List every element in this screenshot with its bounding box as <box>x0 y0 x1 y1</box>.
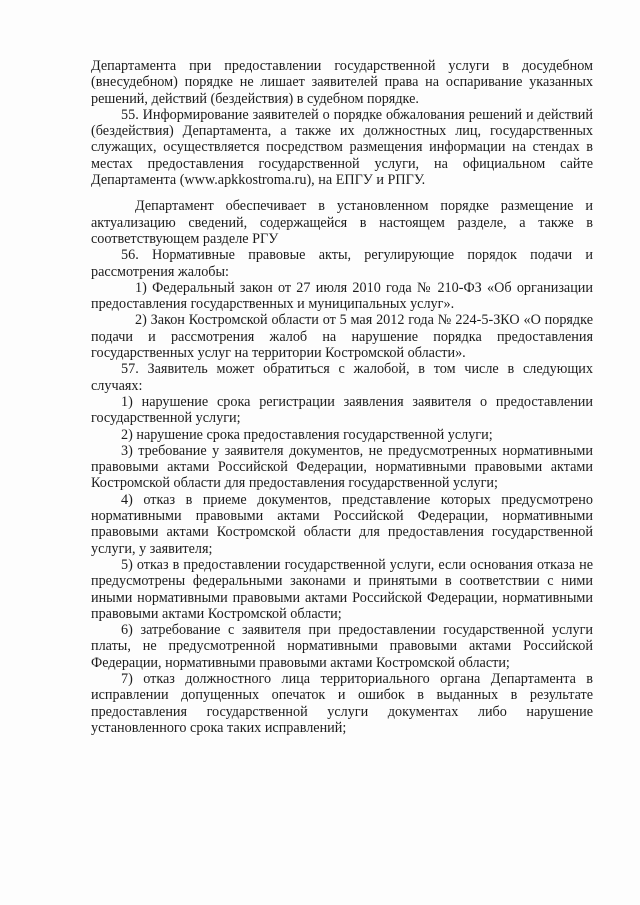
paragraph-56: 56. Нормативные правовые акты, регулирующие порядок подачи и рассмотрения жалобы: <box>91 247 593 280</box>
document-body <box>91 58 593 736</box>
paragraph-continuation: Департамента при предоставлении государственной услуги в досудебном (внесудебном) порядке не лишает заявителей права на оспаривание указанных решений, действий (бездействия) в судебном порядке. <box>91 58 593 107</box>
list-item-57-5: 5) отказ в предоставлении государственной услуги, если основания отказа не предусмотрены федеральными законами и принятыми в соответствии с ними иными нормативными правовыми актами Российской Федерации, нормативными правовыми актами Костромской области; <box>91 556 593 622</box>
list-item-57-2: 2) нарушение срока предоставления государственной услуги; <box>121 426 493 443</box>
paragraph-department-publication: Департамент обеспечивает в установленном порядке размещение и актуализацию сведений, содержащейся в настоящем разделе, а также в соответствующем разделе РГУ <box>91 198 593 247</box>
list-item-56-1: 1) Федеральный закон от 27 июля 2010 года № 210-ФЗ «Об организации предоставления государственных и муниципальных услуг». <box>91 279 593 313</box>
paragraph-55: 55. Информирование заявителей о порядке обжалования решений и действий (бездействия) Департамента, а также их должностных лиц, государственных служащих, осуществляется посредством размещения информации на стендах в местах предоставления государственной услуги, на официальном сайте Департамента (www.apkkostroma.ru), на ЕПГУ и РПГУ. <box>91 106 593 189</box>
list-item-56-2: 2) Закон Костромской области от 5 мая 2012 года № 224-5-ЗКО «О порядке подачи и рассмотрения жалоб на нарушение порядка предоставления государственных услуг на территории Костромской области». <box>91 312 593 362</box>
list-item-57-4: 4) отказ в приеме документов, представление которых предусмотрено нормативными правовыми актами Российской Федерации, нормативными правовыми актами Костромской области для предоставления государственной услуги, у заявителя; <box>91 491 593 557</box>
list-item-57-7: 7) отказ должностного лица территориального органа Департамента в исправлении допущенных опечаток и ошибок в выданных в результате предоставления государственной услуги документах либо нарушение установленного срока таких исправлений; <box>91 670 593 736</box>
list-item-57-6: 6) затребование с заявителя при предоставлении государственной услуги платы, не предусмотренной нормативными правовыми актами Российской Федерации, нормативными правовыми актами Костромской области; <box>91 622 593 671</box>
list-item-57-1: 1) нарушение срока регистрации заявления заявителя о предоставлении государственной услуги; <box>91 393 593 427</box>
list-item-57-3: 3) требование у заявителя документов, не предусмотренных нормативными правовыми актами Российской Федерации, нормативными правовыми актами Костромской области для предоставления государственной услуги; <box>91 442 593 492</box>
paragraph-57: 57. Заявитель может обратиться с жалобой, в том числе в следующих случаях: <box>91 361 593 394</box>
